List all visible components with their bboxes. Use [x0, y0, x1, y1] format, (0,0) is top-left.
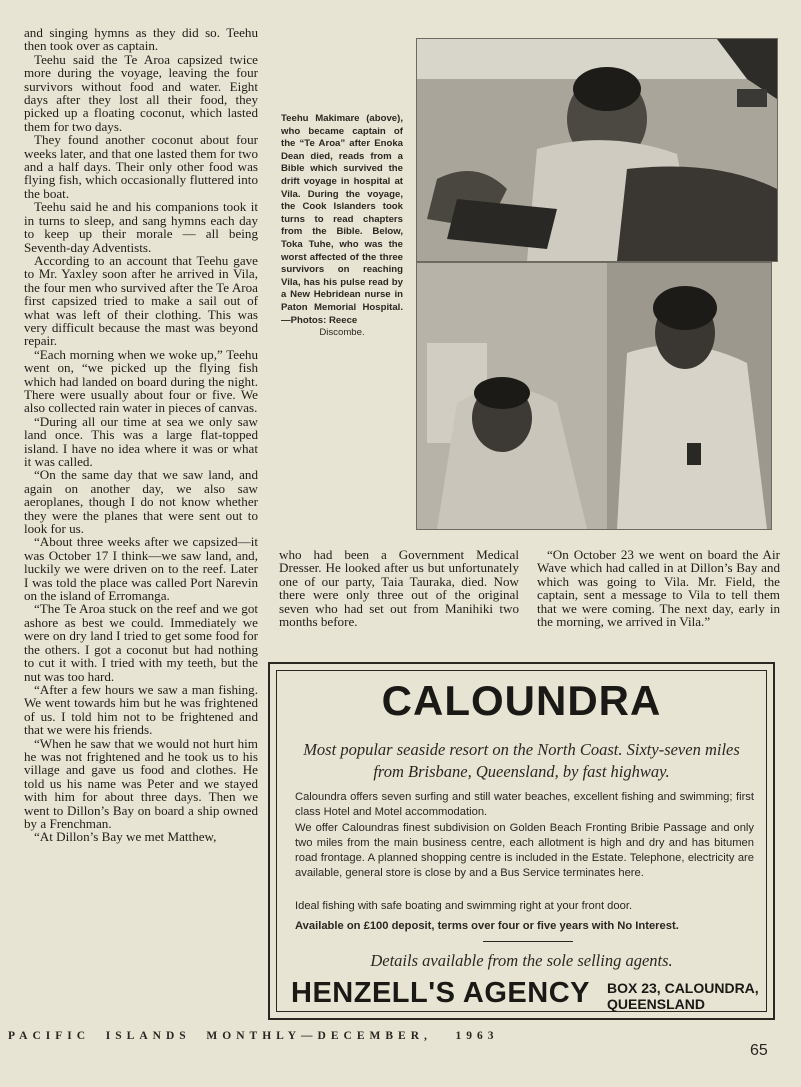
ad-title: CALOUNDRA — [381, 677, 662, 724]
ad-paragraph-terms: Available on £100 deposit, terms over four or five years with No Interest. — [295, 920, 679, 932]
article-paragraph: “During all our time at sea we only saw land once. This was a large flat-topped island. I have no idea where it was or what it was called. — [24, 413, 258, 469]
ad-subtitle: Most popular seaside resort on the North Coast. Sixty-seven miles from Brisbane, Queensland, by fast highway. — [303, 740, 740, 781]
page-number: 65 — [750, 1042, 768, 1059]
ad-divider — [483, 941, 573, 942]
ad-paragraph-fishing: Ideal fishing with safe boating and swimming right at your front door. — [295, 900, 633, 912]
article-paragraph: “At Dillon’s Bay we met Matthew, — [34, 829, 217, 845]
article-right-column — [537, 548, 780, 628]
ad-address-line1: BOX 23, CALOUNDRA, — [607, 980, 759, 996]
ad-details-line: Details available from the sole selling agents. — [370, 951, 673, 970]
article-paragraph: “The Te Aroa stuck on the reef and we got ashore as best we could. Immediately we were on dry land I tried to get some food for the others. I got a coconut but had nothing to cut it with. I tried with my teeth, but the nut was too hard. — [24, 601, 258, 684]
caption-credit-end: Discombe. — [319, 327, 365, 339]
ad-address-line2: QUEENSLAND — [607, 996, 706, 1012]
article-paragraph: “After a few hours we saw a man fishing. We went towards him but he was frightened of us. I told him not to be frightened and that we were his friends. — [24, 681, 258, 738]
article-paragraph: “About three weeks after we capsized—it was October 17 I think—we saw land, and, luckily we were driven on to the reef. Later I was told the place was called Port Narevin on the island of Erromanga. — [24, 534, 258, 604]
photo-caption — [281, 113, 403, 340]
ad-inner-border — [276, 670, 767, 1012]
article-paragraph: “Each morning when we woke up,” Teehu went on, “we picked up the flying fish which had landed on board during the night. There were usually about four or five. We also collected rain water in pieces of canvas. — [24, 346, 258, 416]
ad-agency-name: HENZELL'S AGENCY — [291, 977, 591, 1009]
ad-paragraph-amenities: Caloundra offers seven surfing and still water beaches, excellent fishing and swimming; first class Hotel and Motel accommodation. — [295, 791, 754, 818]
middle-paragraph: who had been a Government Medical Dresser. He looked after us but unfortunately one of our party, Taia Tauraka, died. Now there were only three out of the original seven who had set out from Manihiki two months before. — [279, 547, 519, 630]
article-left-column — [24, 26, 258, 844]
article-paragraph: Teehu said the Te Aroa capsized twice more during the voyage, leaving the four survivors without food and water. Eight days after they lost all their food, they picked up a floating coconut, which lasted them for two days. — [24, 51, 258, 134]
article-paragraph: “On the same day that we saw land, and again on another day, we also saw aeroplanes, though I do not know whether they were the planes that were sent out to look for us. — [24, 467, 258, 537]
article-paragraph: “When he saw that we would not hurt him he was not frightened and he took us to his village and gave us food and clothes. He told us his name was Peter and we stayed with him for about three days. Then we went to Dillon’s Bay on board a ship owned by a Frenchman. — [24, 735, 258, 831]
caloundra-advertisement — [268, 662, 775, 1020]
article-paragraph: According to an account that Teehu gave to Mr. Yaxley soon after he arrived in Vila, the four men who survived after the Te Aroa first capsized tried to make a sail out of what was left of their clothing. This was very difficult because the mast was beyond repair. — [24, 252, 258, 349]
ad-paragraph-subdivision: We offer Caloundras finest subdivision on Golden Beach Fronting Bribie Passage and only two miles from the main business centre, each allotment is high and dry and has bitumen road frontage. A planned shopping centre is included in the Estate. Telephone, electricity are available, general store is close by and a Bus Service terminates here. — [295, 822, 754, 879]
photo-teehu-reading-bible — [416, 38, 778, 262]
ad-agency-address — [607, 980, 759, 1012]
right-paragraph: “On October 23 we went on board the Air Wave which had called in at Dillon’s Bay and which was going to Vila. Mr. Field, the captain, sent a message to Vila to tell them that we were coming. The next day, early in the morning, we arrived in Vila.” — [537, 547, 780, 630]
article-paragraph: Teehu said he and his companions took it in turns to sleep, and sang hymns each day to keep up their morale — all being Seventh-day Adventists. — [24, 199, 258, 255]
article-paragraph: They found another coconut about four weeks later, and that one lasted them for two and a half days. Their only other food was flying fish, which occasionally fluttered into the boat. — [24, 132, 258, 201]
magazine-masthead-footer: PACIFIC ISLANDS MONTHLY—DECEMBER, 1963 — [8, 1030, 499, 1042]
photo-toka-tuhe-with-nurse — [416, 262, 772, 530]
caption-body: Teehu Makimare (above), who became captain of the “Te Aroa” after Enoka Dean died, reads from a Bible which survived the drift voyage in hospital at Vila. During the voyage, the Cook Islanders took turns to read chapters from the Bible. Below, Toka Tuhe, who was the worst affected of the three survivors on reaching Vila, has his pulse read by a New Hebridean nurse in Paton Memorial Hospital.—Photos: Reece — [281, 113, 403, 326]
article-paragraph: and singing hymns as they did so. Teehu then took over as captain. — [24, 25, 258, 54]
article-middle-column — [279, 548, 519, 628]
